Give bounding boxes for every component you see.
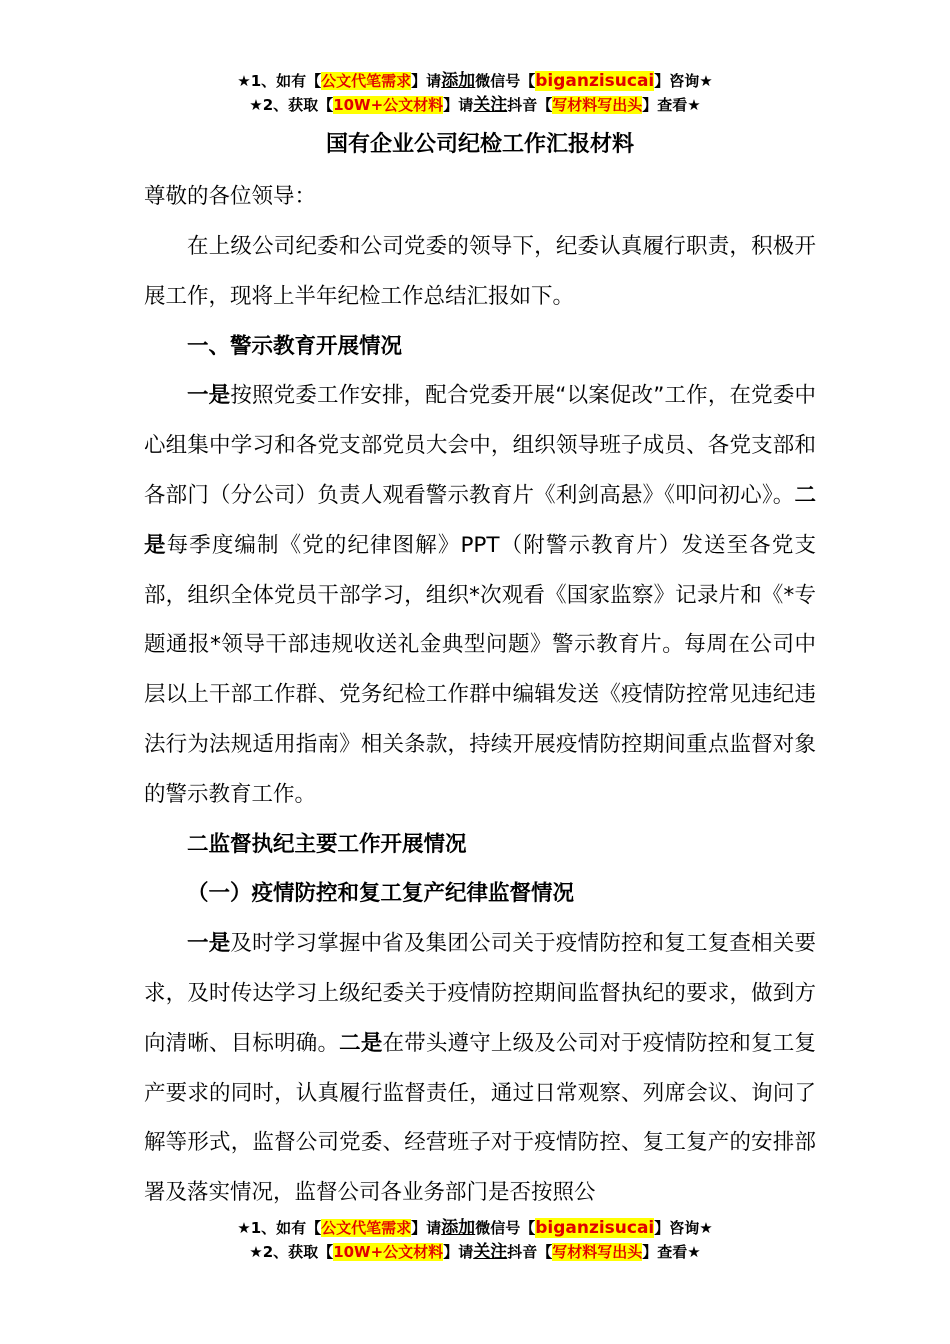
document-body xyxy=(144,130,816,1218)
document-title: 国有企业公司纪检工作汇报材料 xyxy=(325,132,634,157)
banner-wechat-id: biganzisucai xyxy=(535,1218,655,1238)
banner-text: 】咨询★ xyxy=(654,72,713,90)
banner-underline: 关注 xyxy=(473,95,508,115)
banner-underline: 添加 xyxy=(441,71,476,91)
point-label: 二是 xyxy=(339,1030,383,1056)
banner-text: ★2、获取【 xyxy=(249,96,334,114)
banner-wechat-id: biganzisucai xyxy=(535,71,655,91)
banner-highlight: 10W+公文材料 xyxy=(333,96,444,114)
banner-line-1 xyxy=(0,69,950,93)
banner-line-2 xyxy=(0,93,950,117)
section1-heading: 一、警示教育开展情况 xyxy=(187,333,403,359)
banner-underline: 添加 xyxy=(441,1218,476,1238)
point-label: 一是 xyxy=(187,931,231,957)
point-text: 按照党委工作安排，配合党委开展“以案促改”工作，在党委中心组集中学习和各党支部党员大会中，组织领导班子成员、各党支部和各部门（分公司）负责人观看警示教育片《利剑高悬》《叩问初心》。 xyxy=(144,383,816,508)
banner-text: 抖音【 xyxy=(507,1243,553,1261)
banner-underline: 关注 xyxy=(473,1242,508,1262)
banner-text: 】请 xyxy=(411,1219,442,1237)
header-banner xyxy=(0,69,950,117)
salutation: 尊敬的各位领导： xyxy=(144,184,317,209)
intro-paragraph: 在上级公司纪委和公司党委的领导下，纪委认真履行职责，积极开展工作，现将上半年纪检工作总结汇报如下。 xyxy=(144,234,816,309)
banner-text: 微信号【 xyxy=(475,1219,536,1237)
banner-text: ★2、获取【 xyxy=(249,1243,334,1261)
banner-text: 】请 xyxy=(411,72,442,90)
banner-text: 微信号【 xyxy=(475,72,536,90)
section2-sub1-heading: （一）疫情防控和复工复产纪律监督情况 xyxy=(187,881,575,907)
footer-banner xyxy=(0,1216,950,1264)
point-text: 及时学习掌握中省及集团公司关于疫情防控和复工复查相关要求，及时传达学习上级纪委关于疫情防控期间监督执纪的要求，做到方向清晰、目标明确。 xyxy=(144,931,816,1056)
banner-text: 】请 xyxy=(443,96,474,114)
banner-text: 抖音【 xyxy=(507,96,553,114)
banner-highlight: 公文代笔需求 xyxy=(321,72,412,90)
banner-highlight: 10W+公文材料 xyxy=(333,1243,444,1261)
point-text: 每季度编制《党的纪律图解》PPT（附警示教育片）发送至各党支部，组织全体党员干部学习，组织*次观看《国家监察》记录片和《*专题通报*领导干部违规收送礼金典型问题》警示教育片。每周在公司中层以上干部工作群、党务纪检工作群中编辑发送《疫情防控常见违纪违法行为法规适用指南》相关条款，持续开展疫情防控期间重点监督对象的警示教育工作。 xyxy=(144,532,816,807)
banner-text: 】咨询★ xyxy=(654,1219,713,1237)
section2-sub1-paragraph xyxy=(144,919,816,1218)
banner-text: ★1、如有【 xyxy=(237,72,322,90)
banner-text: 】查看★ xyxy=(642,96,701,114)
section1-paragraph xyxy=(144,371,816,819)
banner-text: 】请 xyxy=(443,1243,474,1261)
point-label: 二是 xyxy=(144,482,816,558)
banner-highlight: 写材料写出头 xyxy=(552,96,643,114)
banner-line-1 xyxy=(0,1216,950,1240)
point-text: 在带头遵守上级及公司对于疫情防控和复工复产要求的同时，认真履行监督责任，通过日常观察、列席会议、询问了解等形式，监督公司党委、经营班子对于疫情防控、复工复产的安排部署及落实情况，监督公司各业务部门是否按照公 xyxy=(144,1030,816,1206)
banner-text: ★1、如有【 xyxy=(237,1219,322,1237)
banner-line-2 xyxy=(0,1240,950,1264)
point-label: 一是 xyxy=(187,383,231,409)
section2-heading: 二监督执纪主要工作开展情况 xyxy=(187,831,467,857)
banner-highlight: 公文代笔需求 xyxy=(321,1219,412,1237)
banner-highlight: 写材料写出头 xyxy=(552,1243,643,1261)
banner-text: 】查看★ xyxy=(642,1243,701,1261)
